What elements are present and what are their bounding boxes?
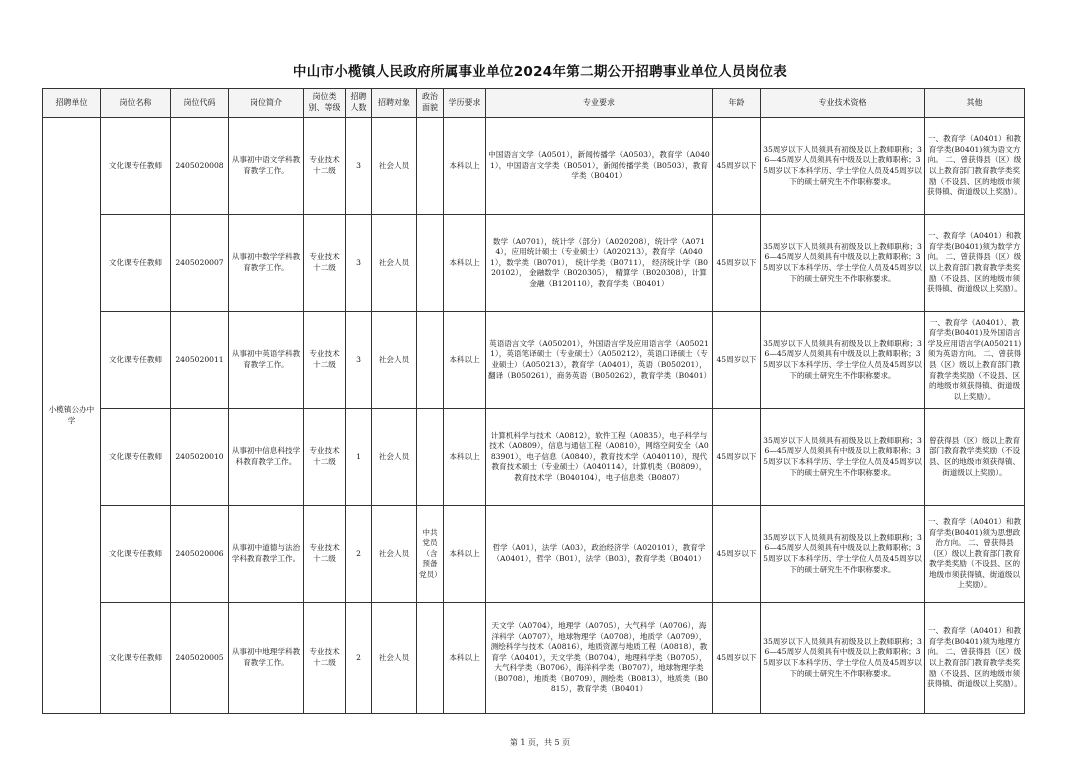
- age-cell: 45周岁以下: [713, 409, 761, 506]
- qualification-cell: 35周岁以下人员须具有初级及以上教师职称；36—45周岁人员须具有中级及以上教师职称；35周岁以下本科学历、学士学位人员及45周岁以下的硕士研究生不作职称要求。: [761, 215, 925, 312]
- age-cell: 45周岁以下: [713, 312, 761, 409]
- position-code-cell: 2405020010: [171, 409, 229, 506]
- headcount-cell: 3: [346, 312, 372, 409]
- education-cell: 本科以上: [444, 603, 486, 714]
- table-row: [43, 312, 1025, 409]
- position-code-cell: 2405020006: [171, 506, 229, 603]
- political-status-cell: [417, 312, 444, 409]
- document-title: 中山市小榄镇人民政府所属事业单位2024年第二期公开招聘事业单位人员岗位表: [292, 64, 788, 80]
- headcount-cell: 3: [346, 215, 372, 312]
- target-cell: 社会人员: [372, 409, 417, 506]
- education-cell: 本科以上: [444, 409, 486, 506]
- political-status-cell: 中共党员（含预备党员）: [417, 506, 444, 603]
- header-cell: 其他: [925, 89, 1025, 118]
- other-cell: 一、教育学（A0401）和教育学类(B0401)须为数学方向。 二、曾获得县（区）级以上教育部门教育教学类奖励（不设县、区的地级市须获得镇、街道级以上奖励）。: [925, 215, 1025, 312]
- qualification-cell: 35周岁以下人员须具有初级及以上教师职称；36—45周岁人员须具有中级及以上教师职称；35周岁以下本科学历、学士学位人员及45周岁以下的硕士研究生不作职称要求。: [761, 506, 925, 603]
- position-intro-cell: 从事初中道德与法治学科教育教学工作。: [229, 506, 304, 603]
- other-cell: 一、教育学（A0401）和教育学类(B0401)须为语文方向。 二、曾获得县（区）级以上教育部门教育教学类奖励（不设县、区的地级市须获得镇、街道级以上奖励）。: [925, 118, 1025, 215]
- position-category-cell: 专业技术十二级: [304, 312, 346, 409]
- age-cell: 45周岁以下: [713, 506, 761, 603]
- recruiting-unit-cell: 小榄镇公办中学: [43, 118, 101, 714]
- major-requirement-cell: 数学（A0701），统计学（部分）（A020208），统计学（A0714），应用统计硕士（专业硕士）（A020213），教育学（A0401），数学类（B0701）， 统计学类（B0711）， 经济统计学（B020102）， 金融数学（B020305）， 精算学（B020308），计算金融（B120110），教育学类（B0401）: [486, 215, 713, 312]
- target-cell: 社会人员: [372, 215, 417, 312]
- political-status-cell: [417, 409, 444, 506]
- age-cell: 45周岁以下: [713, 215, 761, 312]
- position-name-cell: 文化课专任教师: [101, 603, 171, 714]
- position-code-cell: 2405020005: [171, 603, 229, 714]
- header-cell: 岗位类别、等级: [304, 89, 346, 118]
- political-status-cell: [417, 118, 444, 215]
- table-row: [43, 603, 1025, 714]
- other-cell: 一、教育学（A0401）、教育学类(B0401)及外国语言学及应用语言学(A050211)须为英语方向。 二、曾获得县（区）级以上教育部门教育教学类奖励（不设县、区的地级市须获得镇、街道级以上奖励）。: [925, 312, 1025, 409]
- age-cell: 45周岁以下: [713, 603, 761, 714]
- education-cell: 本科以上: [444, 118, 486, 215]
- position-intro-cell: 从事初中数学学科教育教学工作。: [229, 215, 304, 312]
- page-number-footer: 第 1 页，共 5 页: [509, 738, 571, 747]
- position-category-cell: 专业技术十二级: [304, 118, 346, 215]
- major-requirement-cell: 英语语言文学（A050201），外国语言学及应用语言学（A050211），英语笔译硕士（专业硕士）（A050212），英语口译硕士（专业硕士）（A050213），教育学（A0401），英语（B050201），翻译（B050261），商务英语（B050262），教育学类（B0401）: [486, 312, 713, 409]
- position-intro-cell: 从事初中地理学科教育教学工作。: [229, 603, 304, 714]
- education-cell: 本科以上: [444, 215, 486, 312]
- position-category-cell: 专业技术十二级: [304, 215, 346, 312]
- position-code-cell: 2405020007: [171, 215, 229, 312]
- major-requirement-cell: 哲学（A01），法学（A03），政治经济学（A020101），教育学（A0401），哲学（B01），法学（B03），教育学类（B0401）: [486, 506, 713, 603]
- qualification-cell: 35周岁以下人员须具有初级及以上教师职称；36—45周岁人员须具有中级及以上教师职称；35周岁以下本科学历、学士学位人员及45周岁以下的硕士研究生不作职称要求。: [761, 118, 925, 215]
- major-requirement-cell: 中国语言文学（A0501），新闻传播学（A0503），教育学（A0401），中国语言文学类（B0501），新闻传播学类（B0503），教育学类（B0401）: [486, 118, 713, 215]
- header-cell: 招聘对象: [372, 89, 417, 118]
- position-name-cell: 文化课专任教师: [101, 409, 171, 506]
- other-cell: 曾获得县（区）级以上教育部门教育教学类奖励（不设县、区的地级市须获得镇、街道级以上奖励）。: [925, 409, 1025, 506]
- position-intro-cell: 从事初中语文学科教育教学工作。: [229, 118, 304, 215]
- headcount-cell: 2: [346, 506, 372, 603]
- header-cell: 招聘人数: [346, 89, 372, 118]
- target-cell: 社会人员: [372, 118, 417, 215]
- table-row: [43, 118, 1025, 215]
- position-intro-cell: 从事初中英语学科教育教学工作。: [229, 312, 304, 409]
- other-cell: 一、教育学（A0401）和教育学类(B0401)须为思想政治方向。 二、曾获得县（区）级以上教育部门教育教学类奖励（不设县、区的地级市须获得镇、街道级以上奖励）。: [925, 506, 1025, 603]
- target-cell: 社会人员: [372, 506, 417, 603]
- qualification-cell: 35周岁以下人员须具有初级及以上教师职称；36—45周岁人员须具有中级及以上教师职称；35周岁以下本科学历、学士学位人员及45周岁以下的硕士研究生不作职称要求。: [761, 409, 925, 506]
- table-row: [43, 409, 1025, 506]
- position-code-cell: 2405020008: [171, 118, 229, 215]
- headcount-cell: 2: [346, 603, 372, 714]
- position-category-cell: 专业技术十二级: [304, 506, 346, 603]
- position-name-cell: 文化课专任教师: [101, 118, 171, 215]
- position-name-cell: 文化课专任教师: [101, 312, 171, 409]
- position-category-cell: 专业技术十二级: [304, 409, 346, 506]
- qualification-cell: 35周岁以下人员须具有初级及以上教师职称；36—45周岁人员须具有中级及以上教师职称；35周岁以下本科学历、学士学位人员及45周岁以下的硕士研究生不作职称要求。: [761, 312, 925, 409]
- education-cell: 本科以上: [444, 312, 486, 409]
- target-cell: 社会人员: [372, 603, 417, 714]
- position-intro-cell: 从事初中信息科技学科教育教学工作。: [229, 409, 304, 506]
- age-cell: 45周岁以下: [713, 118, 761, 215]
- table-header-row: [43, 89, 1025, 118]
- major-requirement-cell: 天文学（A0704），地理学（A0705），大气科学（A0706），海洋科学（A0707），地球物理学（A0708），地质学（A0709），测绘科学与技术（A0816），地质资源与地质工程（A0818），教育学（A0401），天文学类（B0704），地理科学类（B0705），大气科学类（B0706），海洋科学类（B0707），地球物理学类（B0708），地质类（B0709），测绘类（B0813），地质类（B0815），教育学类（B0401）: [486, 603, 713, 714]
- header-cell: 专业要求: [486, 89, 713, 118]
- qualification-cell: 35周岁以下人员须具有初级及以上教师职称；36—45周岁人员须具有中级及以上教师职称；35周岁以下本科学历、学士学位人员及45周岁以下的硕士研究生不作职称要求。: [761, 603, 925, 714]
- position-code-cell: 2405020011: [171, 312, 229, 409]
- position-name-cell: 文化课专任教师: [101, 215, 171, 312]
- header-cell: 年龄: [713, 89, 761, 118]
- header-cell: 岗位代码: [171, 89, 229, 118]
- major-requirement-cell: 计算机科学与技术（A0812），软件工程（A0835），电子科学与技术（A0809），信息与通信工程（A0810），网络空间安全（A083901），电子信息（A0840），教育技术学（A040110），现代教育技术硕士（专业硕士）（A040114），计算机类（B0809），教育技术学（B040104），电子信息类（B0807）: [486, 409, 713, 506]
- header-cell: 专业技术资格: [761, 89, 925, 118]
- table-row: [43, 215, 1025, 312]
- header-cell: 学历要求: [444, 89, 486, 118]
- target-cell: 社会人员: [372, 312, 417, 409]
- position-category-cell: 专业技术十二级: [304, 603, 346, 714]
- position-name-cell: 文化课专任教师: [101, 506, 171, 603]
- header-cell: 招聘单位: [43, 89, 101, 118]
- headcount-cell: 1: [346, 409, 372, 506]
- table-row: [43, 506, 1025, 603]
- education-cell: 本科以上: [444, 506, 486, 603]
- header-cell: 岗位名称: [101, 89, 171, 118]
- header-cell: 岗位简介: [229, 89, 304, 118]
- other-cell: 一、教育学（A0401）和教育学类(B0401)须为地理方向。 二、曾获得县（区）级以上教育部门教育教学类奖励（不设县、区的地级市须获得镇、街道级以上奖励）。: [925, 603, 1025, 714]
- headcount-cell: 3: [346, 118, 372, 215]
- header-cell: 政治面貌: [417, 89, 444, 118]
- job-positions-table: [42, 88, 1025, 714]
- political-status-cell: [417, 215, 444, 312]
- political-status-cell: [417, 603, 444, 714]
